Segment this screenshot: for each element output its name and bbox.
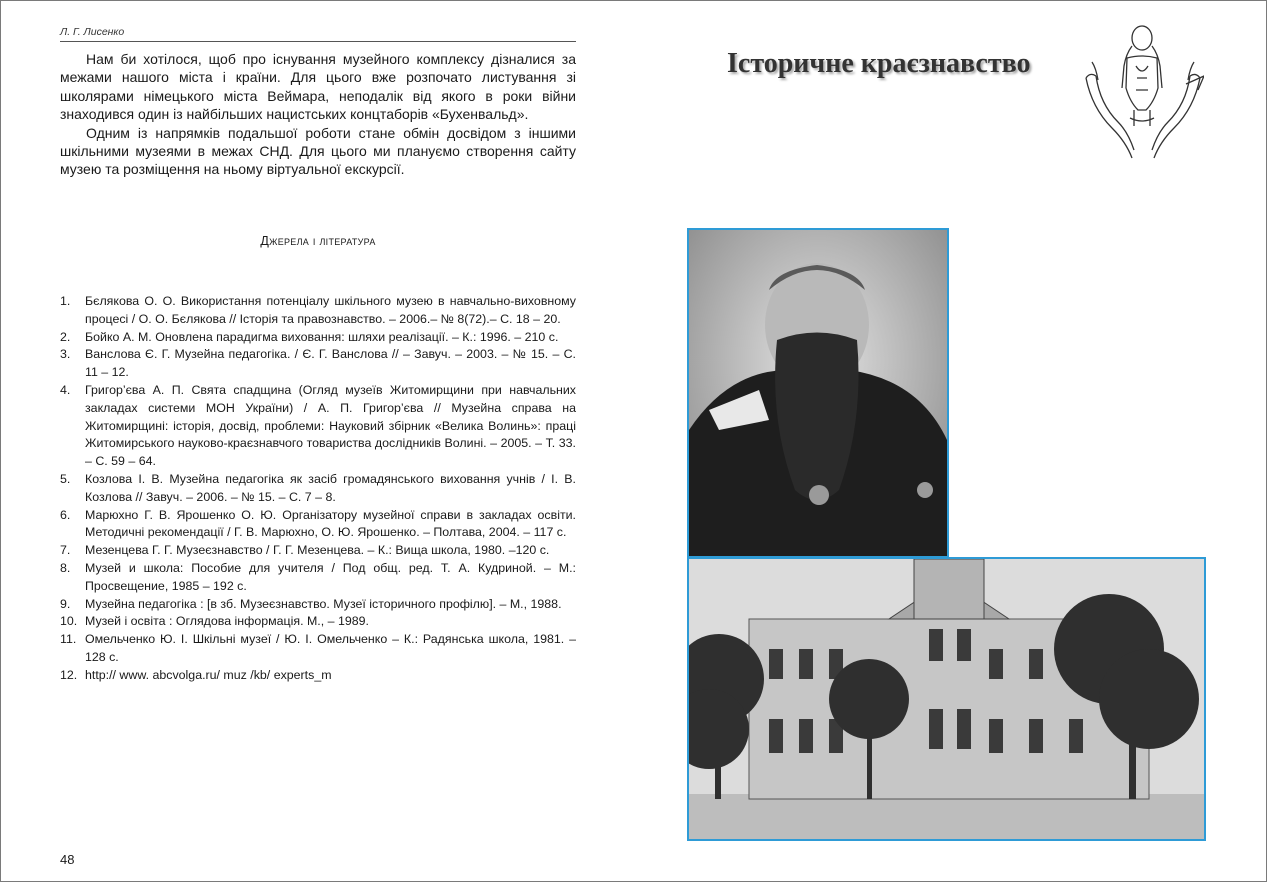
reference-item: 10. Музей і освіта : Оглядова інформація. М., – 1989. xyxy=(60,614,369,629)
reference-item: 5. Козлова І. В. Музейна педагогіка як засіб громадянського виховання учнів / І. В. Козлова // Завуч. – 2006. – № 15. – С. 7 – 8. xyxy=(60,471,576,504)
reference-item: 9. Музейна педагогіка : [в зб. Музеєзнавство. Музеї історичного профілю]. – М., 1988. xyxy=(60,596,562,611)
reference-item: 4. Григор’єва А. П. Свята спадщина (Огляд музеїв Житомирщини при навчальних закладах системи МОН України) / А. П. Григор’єва // Музейна справа на Житомирщині: історія, досвід, проблеми: Науковий збірник «Велика Волинь»: праці Житомирського науково-краєзнавчого товариства дослідників Волині. – 2005. – Т. 33. – С. 59 – 64. xyxy=(60,382,576,469)
body-text xyxy=(60,50,576,179)
school-building-image xyxy=(689,559,1204,839)
reference-item: 3. Ванслова Є. Г. Музейна педагогіка. / Є. Г. Ванслова // – Завуч. – 2003. – № 15. – С. 11 – 12. xyxy=(60,347,576,380)
reference-item: 12. http:// www. abcvolga.ru/ muz /kb/ experts_m xyxy=(60,667,332,682)
reference-list xyxy=(60,293,576,685)
reference-item: 7. Мезенцева Г. Г. Музеєзнавство / Г. Г. Мезенцева. – К.: Вища школа, 1980. –120 с. xyxy=(60,543,550,558)
running-head-author: Л. Г. Лисенко xyxy=(60,26,576,42)
section-rubric-title: Історичне краєзнавство xyxy=(727,48,1031,79)
portrait-image xyxy=(689,230,947,556)
body-paragraph: Нам би хотілося, щоб про існування музейного комплексу дізналися за межами нашого міста і країни. Для цього вже розпочато листування зі школярами німецького міста Веймара, неподалік від якого в роки війни знаходився один із найбільших нацистських концтаборів «Бухенвальд». xyxy=(60,51,576,123)
page-number: 48 xyxy=(60,852,75,867)
hands-figure-logo xyxy=(1082,18,1204,160)
references-heading: Джерела і література xyxy=(260,234,376,248)
body-paragraph: Одним із напрямків подальшої роботи стане обмін досвідом з іншими шкільними музеями в межах СНД. Для цього ми плануємо створення сайту музею та розміщення на ньому віртуальної екскурсії. xyxy=(60,124,576,178)
portrait-photo xyxy=(687,228,949,558)
school-building-photo xyxy=(687,557,1206,841)
reference-item: 2. Бойко А. М. Оновлена парадигма виховання: шляхи реалізації. – К.: 1996. – 210 с. xyxy=(60,329,559,344)
reference-item: 1. Бєлякова О. О. Використання потенціалу шкільного музею в навчально-виховному процесі / О. О. Бєлякова // Історія та правознавство. – 2006.– № 8(72).– С. 18 – 20. xyxy=(60,294,576,326)
reference-item: 6. Марюхно Г. В. Ярошенко О. Ю. Організатору музейної справи в закладах освіти. Методичні рекомендації / Г. В. Марюхно, О. Ю. Ярошенко. – Полтава, 2004. – 117 с. xyxy=(60,507,576,540)
reference-item: 8. Музей и школа: Пособие для учителя / Под общ. ред. Т. А. Кудриной. – М.: Просвещение, 1985 – 192 с. xyxy=(60,560,576,593)
reference-item: 11. Омельченко Ю. І. Шкільні музеї / Ю. І. Омельченко – К.: Радянська школа, 1981. – 128 с. xyxy=(60,632,576,664)
